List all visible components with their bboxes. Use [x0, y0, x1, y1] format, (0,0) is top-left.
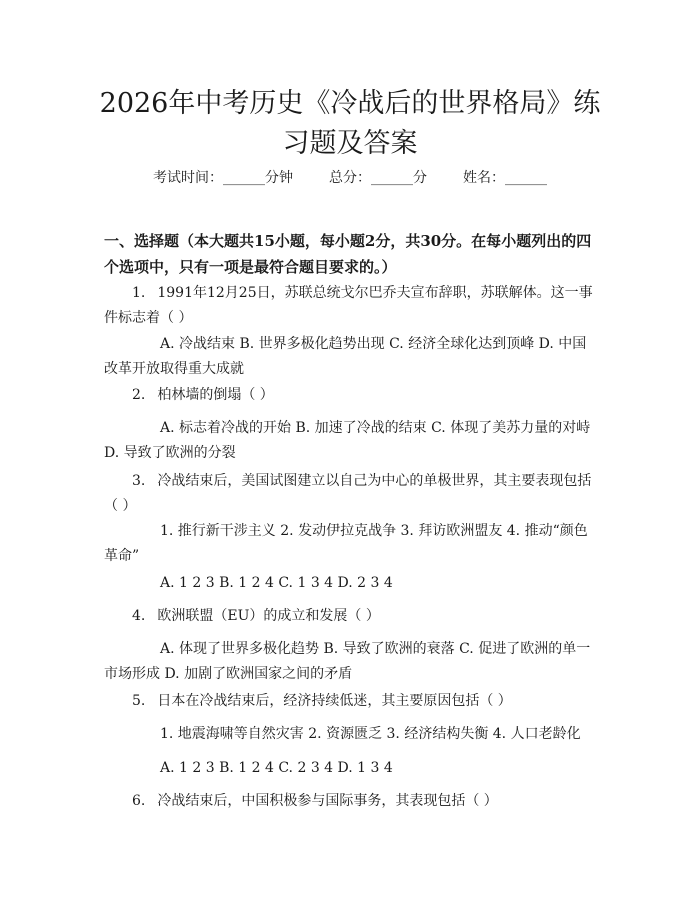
question-stem: 日本在冷战结束后，经济持续低迷，其主要原因包括（ ） [157, 693, 512, 709]
question-number: 3. [132, 473, 146, 489]
exam-time-field: 考试时间：______分钟 [153, 170, 293, 186]
question-3-items: 1. 推行新干涉主义 2. 发动伊拉克战争 3. 拜访欧洲盟友 4. 推动“颜色革命” [104, 523, 588, 564]
total-score-field: 总分：______分 [329, 170, 427, 186]
question-2 [104, 383, 598, 408]
page-title: 2026年中考历史《冷战后的世界格局》练习题及答案 [99, 88, 601, 159]
question-stem: 欧洲联盟（EU）的成立和发展（ ） [157, 608, 380, 624]
question-2-options: A. 标志着冷战的开始 B. 加速了冷战的结束 C. 体现了美苏力量的对峙 D. 导致了欧洲的分裂 [104, 420, 591, 461]
question-number: 4. [132, 608, 146, 624]
question-1-options: A. 冷战结束 B. 世界多极化趋势出现 C. 经济全球化达到顶峰 D. 中国改革开放取得重大成就 [104, 336, 587, 377]
question-stem: 冷战结束后，中国积极参与国际事务，其表现包括（ ） [157, 793, 498, 809]
question-1 [104, 281, 598, 331]
question-number: 5. [132, 693, 146, 709]
question-stem: 柏林墙的倒塌（ ） [157, 387, 274, 403]
question-number: 1. [132, 285, 146, 301]
student-name-field: 姓名：______ [463, 170, 547, 186]
question-number: 6. [132, 793, 146, 809]
question-stem: 冷战结束后，美国试图建立以自己为中心的单极世界，其主要表现包括（ ） [104, 473, 592, 514]
question-3 [104, 469, 598, 519]
exam-meta [0, 168, 700, 188]
question-3-options: A. 1 2 3 B. 1 2 4 C. 1 3 4 D. 2 3 4 [160, 575, 393, 591]
question-4-options: A. 体现了世界多极化趋势 B. 导致了欧洲的衰落 C. 促进了欧洲的单一市场形成 D. 加剧了欧洲国家之间的矛盾 [104, 641, 591, 682]
question-5 [104, 689, 598, 714]
section-heading: 一、选择题（本大题共15小题，每小题2分，共30分。在每小题列出的四个选项中，只有一项是最符合题目要求的。） [104, 232, 592, 276]
question-5-items: 1. 地震海啸等自然灾害 2. 资源匮乏 3. 经济结构失衡 4. 人口老龄化 [160, 726, 581, 742]
question-stem: 1991年12月25日，苏联总统戈尔巴乔夫宣布辞职，苏联解体。这一事件标志着（ ） [104, 285, 593, 326]
question-4 [104, 604, 598, 629]
question-number: 2. [132, 387, 146, 403]
question-6 [104, 789, 598, 814]
question-5-options: A. 1 2 3 B. 1 2 4 C. 2 3 4 D. 1 3 4 [160, 760, 393, 776]
